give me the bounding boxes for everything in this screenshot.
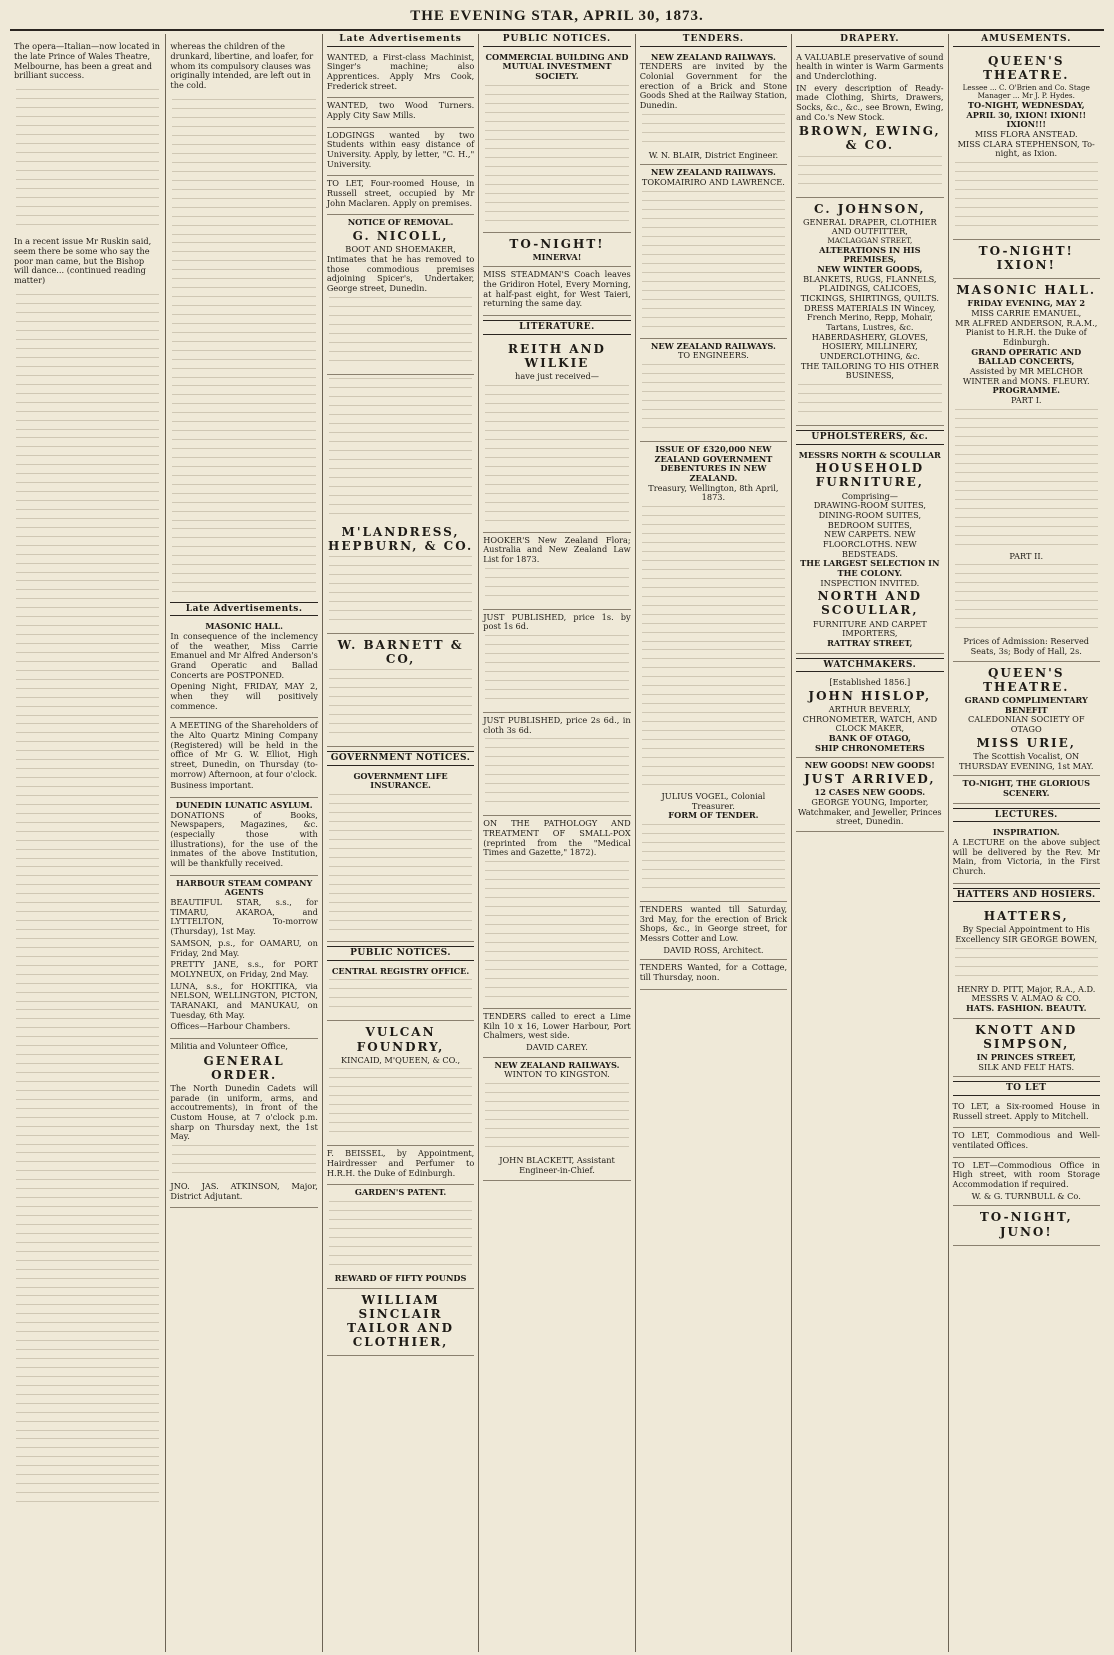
- column-3: Late Advertisements WANTED, a First-class Machinist, Singer's machine; also Apprentices. Apply Mrs Cook, Frederick street. WANTED, two Wood Turners. Apply City Saw Mills. LODGINGS wanted by two Students within easy distance of University. Apply, by letter, "C. H.," University. TO LET, Four-roomed House, in Russell street, occupied by Mr John Maclaren. Apply on premises. NOTICE OF REMOVAL. G. NICOLL, BOOT AND SHOEMAKER, Intimates that he has removed to those commodious premises adjoining Spicer's, Undertaker, George street, Dunedin. M'LANDRESS, HEPBURN, & CO. W. BARNETT & CO, GOVERNMENT NOTICES. GOVERNMENT LIFE INSURANCE. PUBLIC NOTICES. CENTRAL REGISTRY OFFICE. VULCAN FOUNDRY, KINCAID, M'QUEEN, & CO., F. BEISSEL, by Appointment, Hairdresser and Perfumer to H.R.H. the Duke of Edinburgh. GARDEN'S PATENT. REWARD OF FIFTY POUNDS WILLIAM SINCLAIR TAILOR AND CLOTHIER,: [323, 34, 479, 1652]
- landress: M'LANDRESS, HEPBURN, & CO.: [327, 524, 474, 553]
- masthead: THE EVENING STAR, APRIL 30, 1873.: [10, 6, 1104, 31]
- ad1-body: whereas the children of the drunkard, libertine, and loafer, for whom its compulsory clauses was originally intended, are left out in the cold.: [170, 41, 314, 90]
- hatters-head: HATTERS AND HOSIERS.: [953, 888, 1100, 903]
- col6-head: DRAPERY.: [796, 34, 943, 47]
- column-4: PUBLIC NOTICES. COMMERCIAL BUILDING AND MUTUAL INVESTMENT SOCIETY. TO-NIGHT! MINERVA! MISS STEADMAN'S Coach leaves the Gridiron Hotel, Every Morning, at half-past eight, for West Taieri, returning the same day. LITERATURE. REITH AND WILKIE have just received— HOOKER'S New Zealand Flora; Australia and New Zealand Law List for 1873. JUST PUBLISHED, price 1s. by post 1s 6d. JUST PUBLISHED, price 2s 6d., in cloth 3s 6d. ON THE PATHOLOGY AND TREATMENT OF SMALL-POX (reprinted from the "Medical Times and Gazette," 1872). TENDERS called to erect a Lime Kiln 10 x 16, Lower Harbour, Port Chalmers, west side. DAVID CAREY. NEW ZEALAND RAILWAYS. WINTON TO KINGSTON. JOHN BLACKETT, Assistant Engineer-in-Chief.: [479, 34, 635, 1652]
- masonic-notice: MASONIC HALL. In consequence of the inclemency of the weather, Miss Carrie Emanuel and Mr Alfred Anderson's Grand Operatic and Ballad Concerts are POSTPONED. Opening Night, FRIDAY, MAY 2, when they will positively commence.: [170, 619, 317, 718]
- asylum-notice: DUNEDIN LUNATIC ASYLUM. DONATIONS of Books, Newspapers, Magazines, &c. (especially those with illustrations), for the use of the inmates of the above Institution, will be thankfully received.: [170, 798, 317, 876]
- col7-head: AMUSEMENTS.: [953, 34, 1100, 47]
- meeting-notice: A MEETING of the Shareholders of the Alto Quartz Mining Company (Registered) will be held in the office of Mr G. W. Elliot, High street, Dunedin, on Thursday (to-morrow) Afternoon, at four o'clock. Business important.: [170, 718, 317, 798]
- column-5: TENDERS. NEW ZEALAND RAILWAYS. TENDERS are invited by the Colonial Government for the erection of a Brick and Stone Goods Shed at the Railway Station, Dunedin. W. N. BLAIR, District Engineer. NEW ZEALAND RAILWAYS. TOKOMAIRIRO AND LAWRENCE. NEW ZEALAND RAILWAYS. TO ENGINEERS. ISSUE OF £320,000 NEW ZEALAND GOVERNMENT DEBENTURES IN NEW ZEALAND. Treasury, Wellington, 8th April, 1873. JULIUS VOGEL, Colonial Treasurer. FORM OF TENDER. TENDERS wanted till Saturday, 3rd May, for the erection of Brick Shops, &c., in George street, for Messrs Cotter and Low. DAVID ROSS, Architect. TENDERS Wanted, for a Cottage, till Thursday, noon.: [636, 34, 792, 1652]
- barnett: W. BARNETT & CO,: [337, 637, 464, 666]
- militia-notice: Militia and Volunteer Office, GENERAL ORDER. The North Dunedin Cadets will parade (in uniform, arms, and accoutrements), in front of the Custom House, at 7 o'clock p.m. sharp on Thursday next, the 1st May. JNO. JAS. ATKINSON, Major, District Adjutant.: [170, 1039, 317, 1208]
- literature-head: LITERATURE.: [483, 320, 630, 335]
- col3-head: Late Advertisements: [327, 34, 474, 47]
- lectures-head: LECTURES.: [953, 808, 1100, 823]
- wanted-machinist: WANTED, a First-class Machinist, Singer's machine; also Apprentices. Apply Mrs Cook, Frederick street.: [326, 51, 475, 91]
- column-7: AMUSEMENTS. QUEEN'S THEATRE. Lessee ... C. O'Brien and Co. Stage Manager ... Mr J. P. Hydes. TO-NIGHT, WEDNESDAY, APRIL 30, IXION! IXION!! IXION!!! MISS FLORA ANSTEAD. MISS CLARA STEPHENSON, To-night, as Ixion. TO-NIGHT! IXION! MASONIC HALL. FRIDAY EVENING, MAY 2 MISS CARRIE EMANUEL, MR ALFRED ANDERSON, R.A.M., Pianist to H.R.H. the Duke of Edinburgh. GRAND OPERATIC AND BALLAD CONCERTS, Assisted by MR MELCHOR WINTER and MONS. FLEURY. PROGRAMME. PART I. PART II. Prices of Admission: Reserved Seats, 3s; Body of Hall, 2s. QUEEN'S THEATRE. GRAND COMPLIMENTARY BENEFIT CALEDONIAN SOCIETY OF OTAGO MISS URIE, The Scottish Vocalist, ON THURSDAY EVENING, 1st MAY. TO-NIGHT, THE GLORIOUS SCENERY. LECTURES. INSPIRATION. A LECTURE on the above subject will be delivered by the Rev. Mr Main, from Victoria, in the First Church. HATTERS AND HOSIERS. HATTERS, By Special Appointment to His Excellency SIR GEORGE BOWEN, HENRY D. PITT, Major, R.A., A.D. MESSRS V. ALMAO & CO. HATS. FASHION. BEAUTY. KNOTT AND SIMPSON, IN PRINCES STREET, SILK AND FELT HATS. TO LET TO LET, a Six-roomed House in Russell street. Apply to Mitchell. TO LET, Commodious and Well-ventilated Offices. TO LET—Commodious Office in High street, with room Storage Accommodation if required. W. & G. TURNBULL & Co. TO-NIGHT, JUNO!: [949, 34, 1104, 1652]
- late-ads-head: Late Advertisements.: [170, 602, 317, 617]
- to-let: TO LET, Four-roomed House, in Russell street, occupied by Mr John Maclaren. Apply on premises.: [326, 178, 475, 208]
- col4-head: PUBLIC NOTICES.: [483, 34, 630, 47]
- harbour-notice: HARBOUR STEAM COMPANY AGENTS BEAUTIFUL STAR, s.s., for TIMARU, AKAROA, and LYTTELTON, To-morrow (Thursday), 1st May. SAMSON, p.s., for OAMARU, on Friday, 2nd May. PRETTY JANE, s.s., for PORT MOLYNEUX, on Friday, 2nd May. LUNA, s.s., for HOKITIKA, via NELSON, WELLINGTON, PICTON, TARANAKI, and MANUKAU, on Tuesday, 6th May. Offices—Harbour Chambers.: [170, 876, 317, 1039]
- wanted-turners: WANTED, two Wood Turners. Apply City Saw Mills.: [326, 100, 475, 120]
- to-let-head: TO LET: [953, 1081, 1100, 1096]
- removal-notice: NOTICE OF REMOVAL. G. NICOLL, BOOT AND SHOEMAKER, Intimates that he has removed to those commodious premises adjoining Spicer's, Undertaker, George street, Dunedin.: [327, 215, 474, 374]
- column-6: DRAPERY. A VALUABLE preservative of sound health in winter is Warm Garments and Underclothing. IN every description of Ready-made Clothing, Shirts, Drawers, Socks, &c., &c., see Brown, Ewing, and Co.'s New Stock. BROWN, EWING, & CO. C. JOHNSON, GENERAL DRAPER, CLOTHIER AND OUTFITTER, MACLAGGAN STREET, ALTERATIONS IN HIS PREMISES, NEW WINTER GOODS, BLANKETS, RUGS, FLANNELS, PLAIDINGS, CALICOES, TICKINGS, SHIRTINGS, QUILTS. DRESS MATERIALS IN Wincey, French Merino, Repp, Mohair, Tartans, Lustres, &c. HABERDASHERY, GLOVES, HOSIERY, MILLINERY, UNDERCLOTHING, &c. THE TAILORING TO HIS OTHER BUSINESS, UPHOLSTERERS, &c. MESSRS NORTH & SCOULLAR HOUSEHOLD FURNITURE, Comprising— DRAWING-ROOM SUITES, DINING-ROOM SUITES, BEDROOM SUITES, NEW CARPETS. NEW FLOORCLOTHS. NEW BEDSTEADS. THE LARGEST SELECTION IN THE COLONY. INSPECTION INVITED. NORTH AND SCOULLAR, FURNITURE AND CARPET IMPORTERS, RATTRAY STREET, WATCHMAKERS. [Established 1856.] JOHN HISLOP, ARTHUR BEVERLY, CHRONOMETER, WATCH, AND CLOCK MAKER, BANK OF OTAGO, SHIP CHRONOMETERS NEW GOODS! NEW GOODS! JUST ARRIVED, 12 CASES NEW GOODS. GEORGE YOUNG, Importer, Watchmaker, and Jeweller, Princes street, Dunedin.: [792, 34, 948, 1652]
- column-2: [166, 34, 322, 1652]
- gov-notices-head: GOVERNMENT NOTICES.: [327, 751, 474, 766]
- article-start: The opera—Italian—now located in the late Prince of Wales Theatre, Melbourne, has been a great and brilliant success.: [14, 41, 160, 81]
- columns: [10, 34, 1104, 1652]
- upholsterers-head: UPHOLSTERERS, &c.: [796, 430, 943, 445]
- watchmakers-head: WATCHMAKERS.: [796, 658, 943, 673]
- column-1: [10, 34, 166, 1652]
- article-body: In a recent issue Mr Ruskin said, seem there be some who say the poor man came, but the Bishop will dance... (continued reading matter): [14, 236, 152, 285]
- public-notices-head: PUBLIC NOTICES.: [327, 946, 474, 961]
- lodgings: LODGINGS wanted by two Students within easy distance of University. Apply, by letter, "C. H.," University.: [326, 129, 475, 169]
- col5-head: TENDERS.: [640, 34, 787, 47]
